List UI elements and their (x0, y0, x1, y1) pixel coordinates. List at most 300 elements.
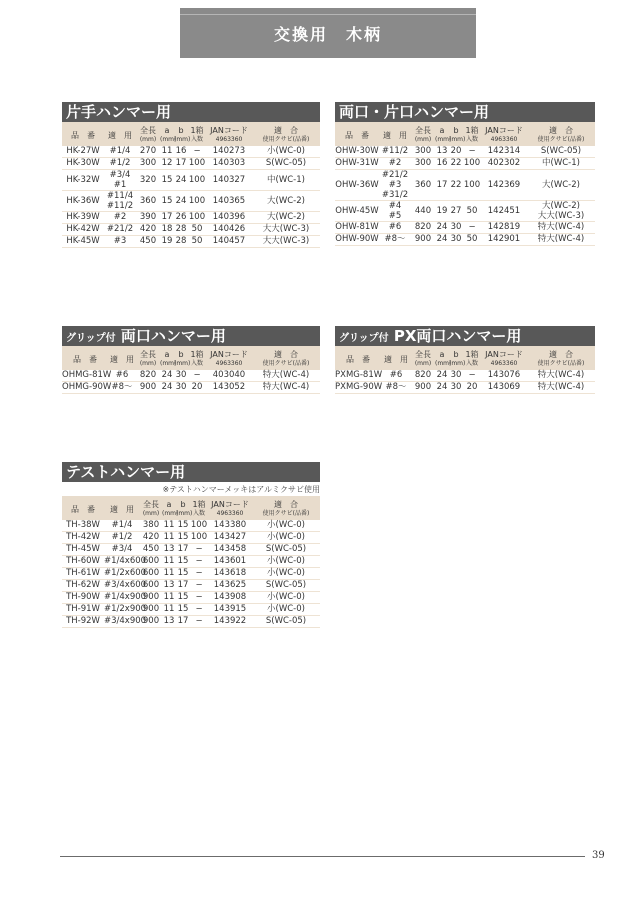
cell-qty (190, 592, 208, 604)
cell-tekiyou (104, 158, 136, 170)
cell-value: #8〜 (384, 234, 406, 244)
cell-value: 143625 (213, 580, 247, 590)
cell-a (160, 370, 174, 382)
column-header-sub: (mm) (449, 136, 466, 143)
cell-value: 17 (436, 179, 448, 190)
cell-value: 特大(WC-4) (537, 222, 585, 232)
cell-a (160, 224, 174, 236)
cell-value: #6 (388, 222, 402, 232)
column-header-a (435, 346, 452, 370)
cell-code (62, 191, 104, 212)
cell-tekiyou (104, 544, 140, 556)
cell-b (449, 158, 463, 170)
cell-length (140, 616, 162, 628)
cell-value: S(WC-05) (265, 544, 307, 554)
table-row (335, 234, 595, 246)
cell-length (140, 532, 162, 544)
column-header-label: 全長 (415, 126, 431, 135)
column-header-label: 適 用 (110, 354, 134, 364)
cell-value: 11 (163, 592, 175, 602)
cell-qty (190, 604, 208, 616)
column-header-hako (463, 122, 481, 146)
cell-a (435, 201, 449, 222)
section-ryouguchi (335, 102, 595, 246)
cell-value: #1/2 (109, 158, 131, 168)
cell-value: 22 (450, 179, 462, 190)
cell-length (136, 170, 160, 191)
section-title (62, 462, 320, 482)
cell-code (335, 382, 381, 394)
cell-kusabi (252, 544, 320, 556)
cell-value: 50 (466, 205, 478, 216)
column-header-label: b (180, 500, 186, 509)
cell-jan (481, 222, 527, 234)
cell-length (411, 201, 435, 222)
cell-value: 100 (190, 520, 208, 530)
cell-qty (188, 191, 206, 212)
cell-length (411, 158, 435, 170)
cell-tekiyou (104, 520, 140, 532)
cell-value: HK-30W (66, 158, 100, 168)
cell-value: OHW-31W (335, 158, 379, 168)
cell-value: 13 (436, 146, 448, 156)
cell-value: 11 (163, 568, 175, 578)
cell-value: − (468, 222, 476, 232)
cell-value: − (193, 370, 201, 380)
cell-value: 15 (177, 592, 189, 602)
cell-value: 20 (450, 146, 462, 156)
section-title-text: PX両口ハンマー用 (393, 327, 522, 345)
cell-value: #1/2x600 (104, 568, 147, 578)
column-header-label: 適 用 (108, 130, 132, 140)
cell-value: 24 (175, 195, 187, 206)
cell-tekiyou (379, 222, 411, 234)
cell-code (62, 146, 104, 158)
cell-value: #6 (389, 370, 403, 380)
section-grip (62, 326, 320, 394)
column-header-zencho (136, 346, 160, 370)
cell-value: 30 (175, 382, 187, 392)
cell-value: 17 (161, 212, 173, 222)
cell-kusabi (252, 520, 320, 532)
cell-value: 17 (175, 158, 187, 168)
cell-value: 900 (142, 604, 160, 614)
column-header-sub: 使用クサビ(品番) (537, 136, 585, 143)
cell-qty (188, 236, 206, 248)
table-row (62, 568, 320, 580)
cell-tekiyou (379, 158, 411, 170)
cell-jan (208, 532, 252, 544)
cell-a (162, 604, 176, 616)
table-header-row (335, 346, 595, 370)
column-header-hako (188, 346, 206, 370)
cell-value: 402302 (487, 158, 521, 168)
cell-value: 420 (142, 532, 160, 542)
table-row (62, 592, 320, 604)
table-row (335, 201, 595, 222)
column-header-label: 1箱 (190, 126, 204, 135)
cell-value: 大(WC-2) 大大(WC-3) (537, 201, 585, 221)
column-header-sub: 入数 (465, 136, 478, 143)
cell-value: 440 (414, 205, 432, 216)
section-title (335, 326, 595, 346)
footer-rule (60, 856, 585, 857)
cell-tekiyou (104, 568, 147, 580)
cell-code (335, 222, 379, 234)
table-row (62, 146, 320, 158)
cell-value: 30 (450, 222, 462, 232)
cell-tekiyou (108, 370, 136, 382)
cell-value: #1/2 (111, 532, 133, 542)
column-header-label: 1箱 (192, 500, 206, 509)
table-row (62, 382, 320, 394)
table-header-row (62, 496, 320, 520)
cell-value: 24 (161, 382, 173, 392)
cell-a (435, 146, 449, 158)
cell-value: 100 (463, 179, 481, 190)
cell-b (176, 580, 190, 592)
column-header-label: b (178, 350, 184, 359)
cell-kusabi (252, 382, 320, 394)
section-title (62, 102, 320, 122)
cell-value: 28 (175, 236, 187, 246)
cell-b (449, 370, 463, 382)
cell-a (435, 158, 449, 170)
cell-value: 900 (414, 234, 432, 244)
cell-value: 143908 (213, 592, 247, 602)
cell-jan (481, 170, 527, 201)
cell-value: TH-42W (66, 532, 100, 542)
cell-kusabi (252, 224, 320, 236)
cell-value: #1/4x900 (104, 592, 147, 602)
column-header-label: JANコード (210, 350, 248, 359)
column-header-sub: (mm) (176, 510, 193, 517)
column-header-a (435, 122, 452, 146)
cell-b (449, 146, 463, 158)
column-header-label: 品 番 (73, 354, 97, 364)
column-header-label: 適 合 (549, 126, 573, 135)
cell-b (449, 222, 463, 234)
column-header-label: 適 合 (549, 350, 573, 359)
cell-value: 20 (466, 382, 478, 392)
cell-jan (206, 370, 252, 382)
cell-value: 17 (177, 580, 189, 590)
cell-code (62, 158, 104, 170)
column-header-label: 適 用 (110, 504, 134, 514)
table-row (335, 382, 595, 394)
column-header-b (176, 496, 193, 520)
cell-jan (208, 604, 252, 616)
column-header-kusabi (252, 496, 320, 520)
cell-value: 11 (163, 532, 175, 542)
column-header-label: JANコード (485, 126, 523, 135)
cell-code (62, 236, 104, 248)
column-header-hinban (335, 122, 379, 146)
cell-length (140, 556, 162, 568)
cell-value: 900 (139, 382, 157, 392)
column-header-label: a (439, 350, 445, 359)
cell-qty (190, 556, 208, 568)
cell-a (162, 544, 176, 556)
cell-jan (208, 616, 252, 628)
cell-value: 143380 (213, 520, 247, 530)
cell-length (136, 146, 160, 158)
column-header-label: a (164, 350, 170, 359)
cell-value: 50 (191, 224, 203, 234)
section-title (335, 102, 595, 122)
table-header-row (335, 122, 595, 146)
table-row (335, 222, 595, 234)
cell-value: TH-60W (66, 556, 100, 566)
cell-b (176, 616, 190, 628)
cell-value: 900 (414, 382, 432, 392)
cell-qty (188, 146, 206, 158)
cell-value: 大大(WC-3) (262, 236, 310, 246)
cell-value: 360 (414, 179, 432, 190)
cell-code (335, 234, 379, 246)
cell-tekiyou (379, 234, 411, 246)
cell-value: S(WC-05) (265, 616, 307, 626)
cell-value: 140365 (212, 195, 246, 206)
column-header-zencho (136, 122, 160, 146)
cell-length (136, 382, 160, 394)
table-row (62, 556, 320, 568)
cell-value: 30 (450, 234, 462, 244)
cell-value: 24 (436, 382, 448, 392)
section-note: ※テストハンマーメッキはアルミクサビ使用 (162, 485, 320, 494)
cell-tekiyou (381, 382, 411, 394)
cell-b (176, 604, 190, 616)
cell-length (140, 580, 162, 592)
cell-value: − (195, 592, 203, 602)
column-header-b (449, 122, 466, 146)
cell-value: 11 (161, 146, 173, 156)
cell-code (62, 580, 104, 592)
cell-value: − (195, 580, 203, 590)
cell-tekiyou (104, 532, 140, 544)
cell-value: 100 (188, 174, 206, 185)
table-row (62, 604, 320, 616)
section-title-text: 両口・片口ハンマー用 (339, 103, 490, 121)
column-header-label: 1箱 (465, 350, 479, 359)
cell-value: 100 (463, 158, 481, 168)
cell-jan (206, 170, 252, 191)
cell-tekiyou (104, 191, 136, 212)
cell-jan (208, 568, 252, 580)
cell-value: HK-36W (66, 195, 100, 206)
cell-value: OHW-36W (335, 179, 379, 190)
cell-a (160, 191, 174, 212)
cell-kusabi (252, 170, 320, 191)
cell-kusabi (252, 532, 320, 544)
product-table (62, 346, 320, 394)
cell-value: 小(WC-0) (267, 568, 305, 578)
cell-a (162, 556, 176, 568)
table-row (62, 224, 320, 236)
cell-code (62, 382, 112, 394)
column-header-sub: 4963360 (215, 136, 243, 143)
cell-value: 26 (175, 212, 187, 222)
cell-value: 143915 (213, 604, 247, 614)
cell-kusabi (252, 568, 320, 580)
cell-code (62, 568, 104, 580)
cell-a (160, 170, 174, 191)
cell-value: #11/2 (381, 146, 409, 156)
cell-value: 143076 (487, 370, 521, 380)
column-header-tekiyou (104, 122, 136, 146)
cell-value: 142314 (487, 146, 521, 156)
cell-value: 小(WC-0) (267, 520, 305, 530)
column-header-hako (188, 122, 206, 146)
cell-code (62, 616, 104, 628)
cell-kusabi (527, 370, 595, 382)
cell-tekiyou (104, 580, 147, 592)
column-header-label: 全長 (415, 350, 431, 359)
cell-value: 24 (436, 222, 448, 232)
cell-length (136, 370, 160, 382)
cell-qty (190, 544, 208, 556)
cell-qty (190, 532, 208, 544)
cell-value: OHMG-90W (62, 382, 112, 392)
cell-value: 15 (161, 195, 173, 206)
cell-value: #2 (388, 158, 402, 168)
column-header-sub: (mm) (162, 510, 179, 517)
product-table (335, 346, 595, 394)
column-header-zencho (411, 346, 435, 370)
cell-kusabi (527, 146, 595, 158)
column-header-label: 全長 (140, 350, 156, 359)
section-title-text: テストハンマー用 (66, 463, 186, 481)
column-header-sub: (mm) (174, 360, 191, 367)
cell-value: 820 (139, 370, 157, 380)
cell-value: 360 (139, 195, 157, 206)
column-header-label: 適 合 (274, 126, 298, 135)
column-header-sub: 使用クサビ(品番) (262, 360, 310, 367)
cell-jan (481, 158, 527, 170)
cell-jan (206, 224, 252, 236)
column-header-jan (206, 346, 252, 370)
cell-value: 450 (142, 544, 160, 554)
cell-a (435, 382, 449, 394)
cell-value: #21/2 #3 #31/2 (381, 170, 409, 200)
column-header-label: JANコード (210, 126, 248, 135)
column-header-b (174, 346, 191, 370)
cell-jan (206, 158, 252, 170)
cell-code (62, 170, 104, 191)
cell-jan (481, 201, 527, 222)
cell-code (335, 201, 379, 222)
cell-tekiyou (104, 592, 147, 604)
cell-length (140, 544, 162, 556)
column-header-tekiyou (379, 122, 411, 146)
column-header-sub: 入数 (190, 360, 203, 367)
cell-kusabi (252, 580, 320, 592)
column-header-sub: 使用クサビ(品番) (262, 136, 310, 143)
cell-value: 100 (188, 195, 206, 206)
cell-value: 15 (177, 604, 189, 614)
cell-value: 142451 (487, 205, 521, 216)
cell-value: 24 (161, 370, 173, 380)
column-header-sub: 4963360 (215, 360, 243, 367)
cell-value: 140273 (212, 146, 246, 156)
column-header-sub: (mm) (139, 136, 157, 143)
cell-kusabi (527, 158, 595, 170)
cell-value: #1/4 (111, 520, 133, 530)
column-header-sub: (mm) (414, 360, 432, 367)
cell-value: 15 (161, 174, 173, 185)
table-row (335, 146, 595, 158)
cell-a (435, 234, 449, 246)
cell-value: 13 (163, 580, 175, 590)
cell-tekiyou (104, 556, 147, 568)
cell-value: 142369 (487, 179, 521, 190)
column-header-label: b (453, 126, 459, 135)
cell-code (62, 520, 104, 532)
cell-code (335, 370, 381, 382)
cell-jan (481, 234, 527, 246)
cell-value: #11/4 #11/2 (106, 191, 134, 211)
cell-jan (208, 592, 252, 604)
column-header-sub: (mm) (414, 136, 432, 143)
cell-value: 小(WC-0) (267, 146, 305, 156)
section-katate (62, 102, 320, 248)
cell-value: 13 (163, 616, 175, 626)
table-header-row (62, 122, 320, 146)
cell-value: PXMG-81W (335, 370, 383, 380)
cell-qty (463, 382, 481, 394)
cell-value: 50 (191, 236, 203, 246)
cell-jan (208, 556, 252, 568)
cell-value: 特大(WC-4) (262, 382, 310, 392)
cell-value: 17 (177, 544, 189, 554)
column-header-label: 適 合 (274, 350, 298, 359)
cell-length (136, 212, 160, 224)
cell-value: 140396 (212, 212, 246, 222)
cell-tekiyou (104, 170, 136, 191)
cell-code (62, 592, 104, 604)
cell-kusabi (252, 604, 320, 616)
column-header-kusabi (527, 346, 595, 370)
cell-jan (481, 370, 527, 382)
table-row (62, 370, 320, 382)
cell-tekiyou (104, 604, 147, 616)
cell-value: #3/4x900 (104, 616, 147, 626)
cell-jan (481, 382, 527, 394)
section-test (62, 462, 320, 628)
cell-qty (188, 382, 206, 394)
cell-value: 142819 (487, 222, 521, 232)
cell-value: 320 (139, 174, 157, 185)
cell-tekiyou (104, 616, 147, 628)
table-header-row (62, 346, 320, 370)
cell-value: 15 (177, 520, 189, 530)
cell-b (449, 382, 463, 394)
cell-length (136, 158, 160, 170)
cell-a (435, 370, 449, 382)
cell-tekiyou (104, 236, 136, 248)
column-header-label: 品 番 (345, 130, 369, 140)
cell-b (174, 158, 188, 170)
cell-qty (188, 212, 206, 224)
cell-kusabi (252, 370, 320, 382)
cell-kusabi (252, 236, 320, 248)
cell-qty (190, 616, 208, 628)
cell-qty (188, 170, 206, 191)
column-header-sub: (mm) (160, 360, 177, 367)
cell-value: 中(WC-1) (542, 158, 580, 168)
cell-tekiyou (381, 370, 411, 382)
cell-value: 小(WC-0) (267, 556, 305, 566)
